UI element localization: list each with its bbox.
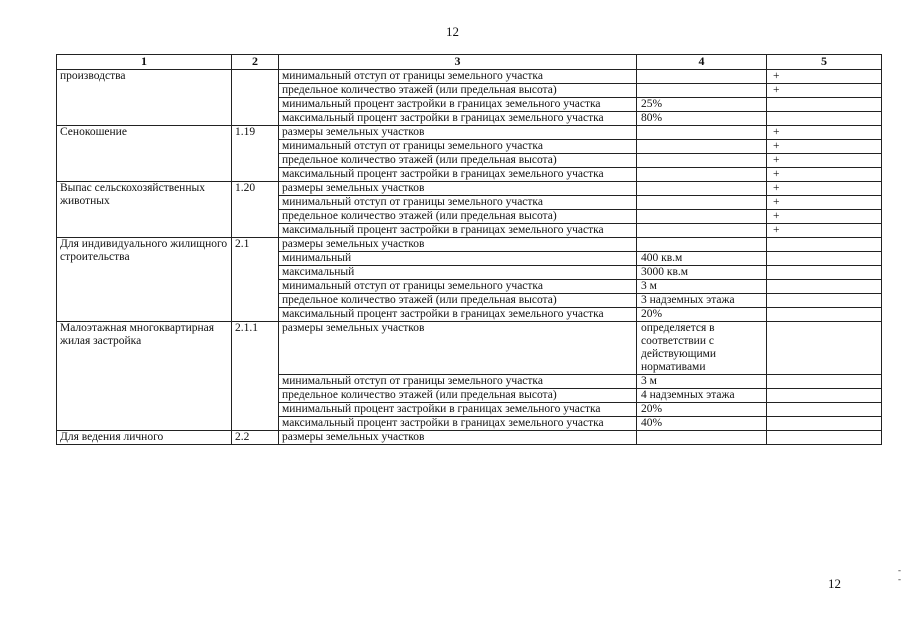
land-use-name-cell: Для ведения личного	[57, 431, 232, 445]
mark-cell: +	[767, 154, 882, 168]
mark-cell	[767, 238, 882, 252]
page-number-bottom: 12	[828, 576, 841, 591]
parameter-cell: предельное количество этажей (или предельная высота)	[279, 210, 637, 224]
mark-cell: +	[767, 70, 882, 84]
mark-cell	[767, 389, 882, 403]
parameter-cell: размеры земельных участков	[279, 182, 637, 196]
value-cell	[637, 238, 767, 252]
parameter-cell: минимальный отступ от границы земельного участка	[279, 375, 637, 389]
value-cell: 3 м	[637, 280, 767, 294]
column-header-3: 3	[279, 55, 637, 70]
margin-marks: - -	[898, 565, 901, 584]
value-cell: 80%	[637, 112, 767, 126]
table-body	[57, 70, 882, 445]
parameter-cell: максимальный процент застройки в границах земельного участка	[279, 224, 637, 238]
value-cell: 3 надземных этажа	[637, 294, 767, 308]
table-row	[57, 322, 882, 375]
land-use-name-cell: Сенокошение	[57, 126, 232, 182]
parameter-cell: предельное количество этажей (или предельная высота)	[279, 154, 637, 168]
table-header-row	[57, 55, 882, 70]
parameter-cell: размеры земельных участков	[279, 322, 637, 375]
mark-cell	[767, 417, 882, 431]
value-cell	[637, 70, 767, 84]
land-use-code-cell	[232, 70, 279, 126]
parameter-cell: максимальный	[279, 266, 637, 280]
parameter-cell: минимальный отступ от границы земельного участка	[279, 70, 637, 84]
parameter-cell: минимальный отступ от границы земельного участка	[279, 140, 637, 154]
land-use-name-cell: производства	[57, 70, 232, 126]
mark-cell: +	[767, 182, 882, 196]
value-cell	[637, 140, 767, 154]
land-use-code-cell: 2.2	[232, 431, 279, 445]
value-cell: 20%	[637, 403, 767, 417]
mark-cell	[767, 280, 882, 294]
land-use-code-cell: 1.19	[232, 126, 279, 182]
value-cell	[637, 168, 767, 182]
land-parameters-table	[56, 54, 882, 445]
page-number-top: 12	[446, 24, 459, 39]
table-row	[57, 126, 882, 140]
parameter-cell: минимальный отступ от границы земельного участка	[279, 280, 637, 294]
column-header-5: 5	[767, 55, 882, 70]
value-cell	[637, 210, 767, 224]
value-cell: 3 м	[637, 375, 767, 389]
mark-cell: +	[767, 210, 882, 224]
value-cell: 3000 кв.м	[637, 266, 767, 280]
parameter-cell: минимальный	[279, 252, 637, 266]
value-cell: 400 кв.м	[637, 252, 767, 266]
parameter-cell: предельное количество этажей (или предельная высота)	[279, 84, 637, 98]
land-use-name-cell: Выпас сельскохозяйственных животных	[57, 182, 232, 238]
value-cell: 40%	[637, 417, 767, 431]
value-cell	[637, 224, 767, 238]
mark-cell	[767, 266, 882, 280]
land-use-name-cell: Для индивидуального жилищного строительства	[57, 238, 232, 322]
mark-cell: +	[767, 196, 882, 210]
parameter-cell: минимальный процент застройки в границах земельного участка	[279, 98, 637, 112]
value-cell: 20%	[637, 308, 767, 322]
mark-cell	[767, 308, 882, 322]
mark-cell: +	[767, 168, 882, 182]
value-cell: 25%	[637, 98, 767, 112]
table-row	[57, 431, 882, 445]
mark-cell: +	[767, 84, 882, 98]
mark-cell: +	[767, 126, 882, 140]
mark-cell: +	[767, 140, 882, 154]
mark-cell: +	[767, 224, 882, 238]
table-row	[57, 182, 882, 196]
parameter-cell: максимальный процент застройки в границах земельного участка	[279, 417, 637, 431]
parameter-cell: размеры земельных участков	[279, 431, 637, 445]
value-cell	[637, 154, 767, 168]
value-cell: 4 надземных этажа	[637, 389, 767, 403]
parameter-cell: максимальный процент застройки в границах земельного участка	[279, 308, 637, 322]
mark-cell	[767, 252, 882, 266]
table-row	[57, 238, 882, 252]
value-cell: определяется в соответствии с действующими нормативами	[637, 322, 767, 375]
mark-cell	[767, 98, 882, 112]
parameter-cell: предельное количество этажей (или предельная высота)	[279, 294, 637, 308]
land-use-name-cell: Малоэтажная многоквартирная жилая застройка	[57, 322, 232, 431]
land-use-code-cell: 2.1	[232, 238, 279, 322]
mark-cell	[767, 322, 882, 375]
value-cell	[637, 126, 767, 140]
parameter-cell: минимальный отступ от границы земельного участка	[279, 196, 637, 210]
mark-cell	[767, 431, 882, 445]
column-header-1: 1	[57, 55, 232, 70]
mark-cell	[767, 112, 882, 126]
land-use-code-cell: 2.1.1	[232, 322, 279, 431]
table-row	[57, 70, 882, 84]
value-cell	[637, 182, 767, 196]
parameter-cell: размеры земельных участков	[279, 126, 637, 140]
value-cell	[637, 84, 767, 98]
column-header-4: 4	[637, 55, 767, 70]
parameter-cell: предельное количество этажей (или предельная высота)	[279, 389, 637, 403]
mark-cell	[767, 375, 882, 389]
parameter-cell: максимальный процент застройки в границах земельного участка	[279, 112, 637, 126]
column-header-2: 2	[232, 55, 279, 70]
land-use-code-cell: 1.20	[232, 182, 279, 238]
parameter-cell: размеры земельных участков	[279, 238, 637, 252]
value-cell	[637, 431, 767, 445]
parameter-cell: минимальный процент застройки в границах земельного участка	[279, 403, 637, 417]
mark-cell	[767, 403, 882, 417]
value-cell	[637, 196, 767, 210]
mark-cell	[767, 294, 882, 308]
parameter-cell: максимальный процент застройки в границах земельного участка	[279, 168, 637, 182]
